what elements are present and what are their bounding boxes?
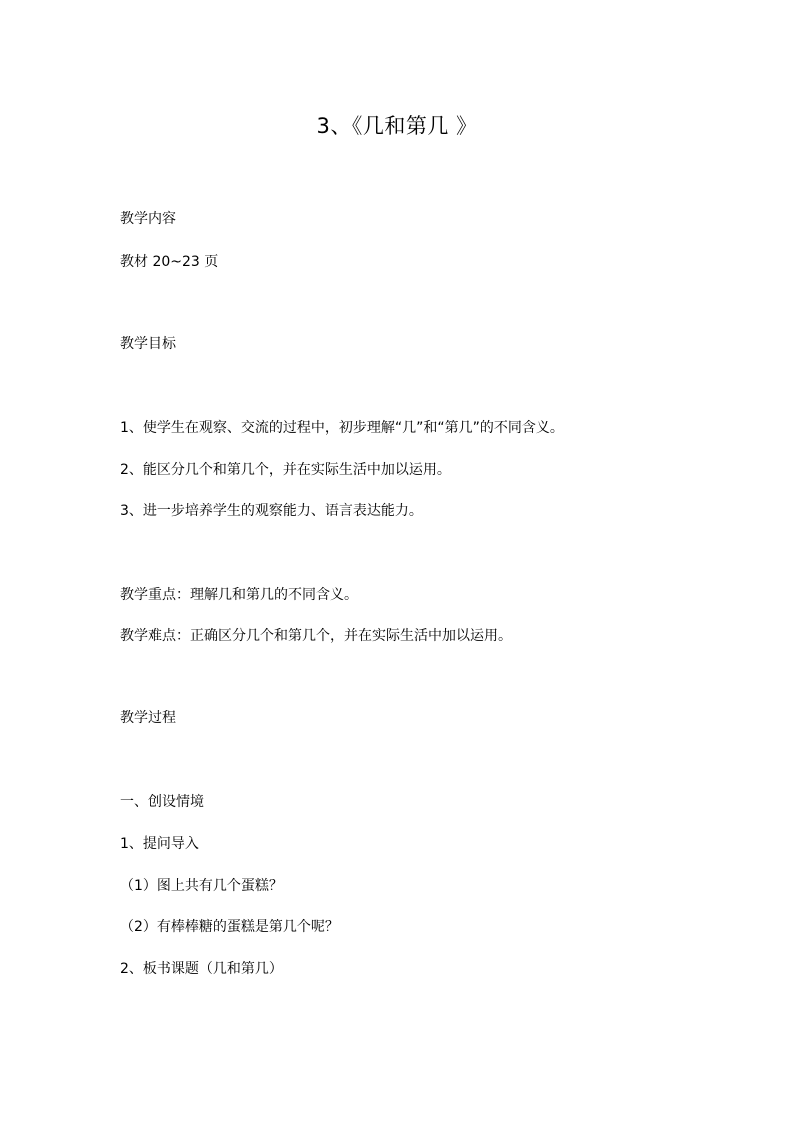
goal-item-1: 1、使学生在观察、交流的过程中，初步理解“几”和“第几”的不同含义。 [120, 420, 564, 436]
document-title: 3、《几和第几 》 [316, 114, 478, 138]
heading-teaching-content: 教学内容 [120, 211, 176, 227]
goal-item-3: 3、进一步培养学生的观察能力、语言表达能力。 [120, 503, 423, 519]
question-1: （1）图上共有几个蛋糕？ [120, 878, 283, 894]
heading-teaching-goals: 教学目标 [120, 336, 176, 352]
goal-item-2: 2、能区分几个和第几个，并在实际生活中加以运用。 [120, 462, 451, 478]
heading-teaching-process: 教学过程 [120, 710, 176, 726]
textbook-pages: 教材 20~23 页 [120, 254, 219, 270]
section-create-scenario: 一、创设情境 [120, 794, 204, 810]
step-board-title: 2、板书课题（几和第几） [120, 961, 283, 977]
step-question-intro: 1、提问导入 [120, 836, 199, 852]
difficult-point: 教学难点：正确区分几个和第几个，并在实际生活中加以运用。 [120, 628, 512, 644]
question-2: （2）有棒棒糖的蛋糕是第几个呢？ [120, 919, 339, 935]
key-point: 教学重点：理解几和第几的不同含义。 [120, 587, 358, 603]
